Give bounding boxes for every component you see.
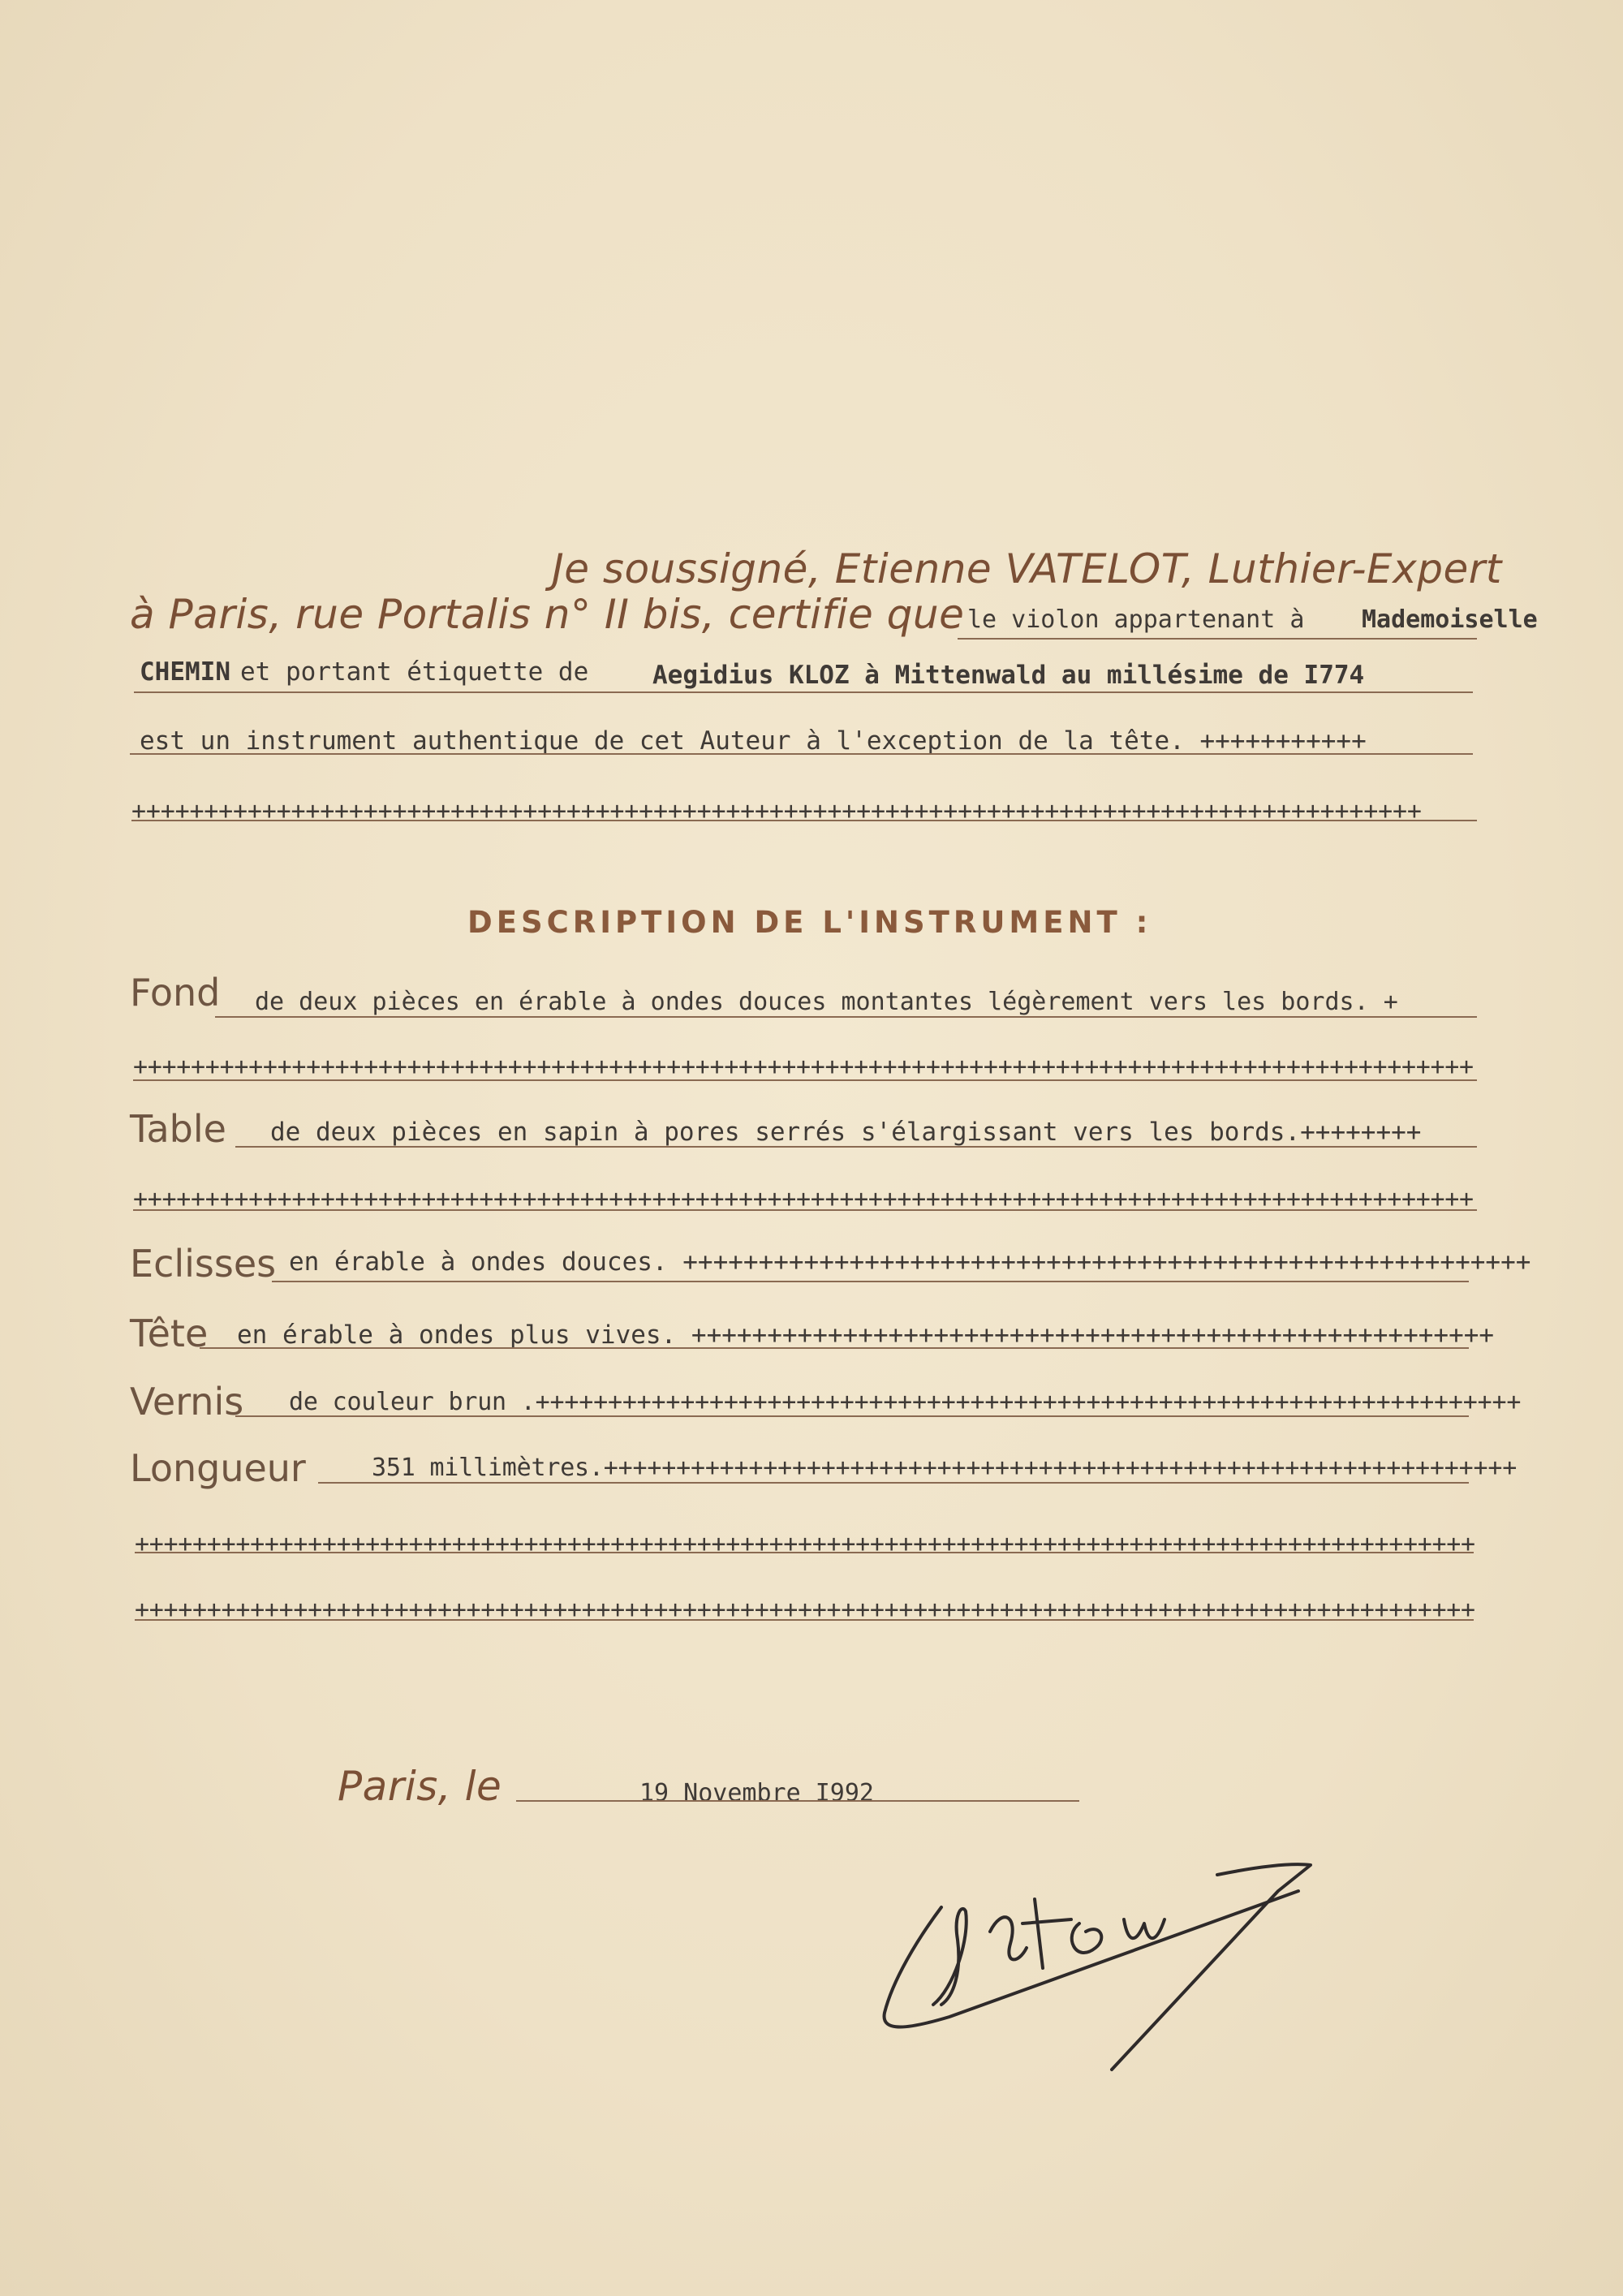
header-line-2: à Paris, rue Portalis n° II bis, certifie que <box>130 591 965 638</box>
certificate-line-1a: le violon appartenant à <box>967 605 1305 634</box>
date-value: 19 Novembre I992 <box>639 1779 874 1807</box>
vernis-value: de couleur brun .++++++++++++++++++++++++++++++++++++++++++++++++++++++++++++++++++++ <box>289 1388 1522 1416</box>
table-label: Table <box>130 1107 226 1151</box>
tete-label: Tête <box>130 1312 209 1355</box>
rule-table-cont <box>133 1209 1477 1211</box>
rule-cert-2 <box>134 691 1473 693</box>
rule-fond <box>215 1016 1477 1018</box>
rule-vernis <box>235 1415 1469 1417</box>
table-continuation: +++++++++++++++++++++++++++++++++++++++++++++++++++++++++++++++++++++++++++++++++++++++++++++ <box>133 1185 1474 1213</box>
rule-filler-2 <box>135 1619 1474 1621</box>
certificate-line-2c: Aegidius KLOZ à Mittenwald au millésime de I774 <box>652 661 1365 690</box>
rule-tete <box>200 1347 1469 1349</box>
rule-longueur <box>318 1482 1469 1484</box>
filler-line-2: +++++++++++++++++++++++++++++++++++++++++++++++++++++++++++++++++++++++++++++++++++++++++++++ <box>135 1596 1475 1624</box>
fond-value: de deux pièces en érable à ondes douces montantes légèrement vers les bords. + <box>255 988 1398 1016</box>
rule-date <box>516 1800 1079 1802</box>
eclisses-value: en érable à ondes douces. ++++++++++++++++++++++++++++++++++++++++++++++++++++++++ <box>289 1247 1531 1277</box>
header-line-1: Je soussigné, Etienne VATELOT, Luthier-Expert <box>552 545 1502 592</box>
certificate-line-4: +++++++++++++++++++++++++++++++++++++++++++++++++++++++++++++++++++++++++++++++++++++++++ <box>131 797 1422 825</box>
rule-eclisses <box>272 1281 1469 1282</box>
eclisses-label: Eclisses <box>130 1242 277 1286</box>
certificate-line-2a: CHEMIN <box>140 657 230 687</box>
rule-cert-4 <box>131 820 1477 821</box>
certificate-line-2b: et portant étiquette de <box>240 657 589 687</box>
rule-fond-cont <box>133 1079 1477 1081</box>
rule-cert-3 <box>130 753 1473 755</box>
certificate-line-1b: Mademoiselle <box>1362 605 1538 634</box>
rule-filler-1 <box>135 1552 1474 1553</box>
longueur-label: Longueur <box>130 1446 306 1490</box>
description-heading: DESCRIPTION DE L'INSTRUMENT : <box>467 905 1152 940</box>
fond-continuation: +++++++++++++++++++++++++++++++++++++++++++++++++++++++++++++++++++++++++++++++++++++++++++++ <box>133 1053 1474 1081</box>
fond-label: Fond <box>130 971 221 1014</box>
table-value: de deux pièces en sapin à pores serrés s'élargissant vers les bords.++++++++ <box>270 1118 1422 1147</box>
vernis-label: Vernis <box>130 1380 244 1424</box>
filler-line-1: +++++++++++++++++++++++++++++++++++++++++++++++++++++++++++++++++++++++++++++++++++++++++++++ <box>135 1530 1475 1558</box>
certificate-line-3: est un instrument authentique de cet Auteur à l'exception de la tête. +++++++++++ <box>140 726 1367 756</box>
longueur-value: 351 millimètres.+++++++++++++++++++++++++++++++++++++++++++++++++++++++++++++++ <box>372 1454 1518 1482</box>
rule-cert-1 <box>958 638 1477 640</box>
tete-value: en érable à ondes plus vives. +++++++++++++++++++++++++++++++++++++++++++++++++++++ <box>237 1320 1495 1350</box>
rule-table <box>235 1146 1477 1148</box>
place-label: Paris, le <box>338 1763 502 1810</box>
signature-image <box>876 1842 1331 2086</box>
